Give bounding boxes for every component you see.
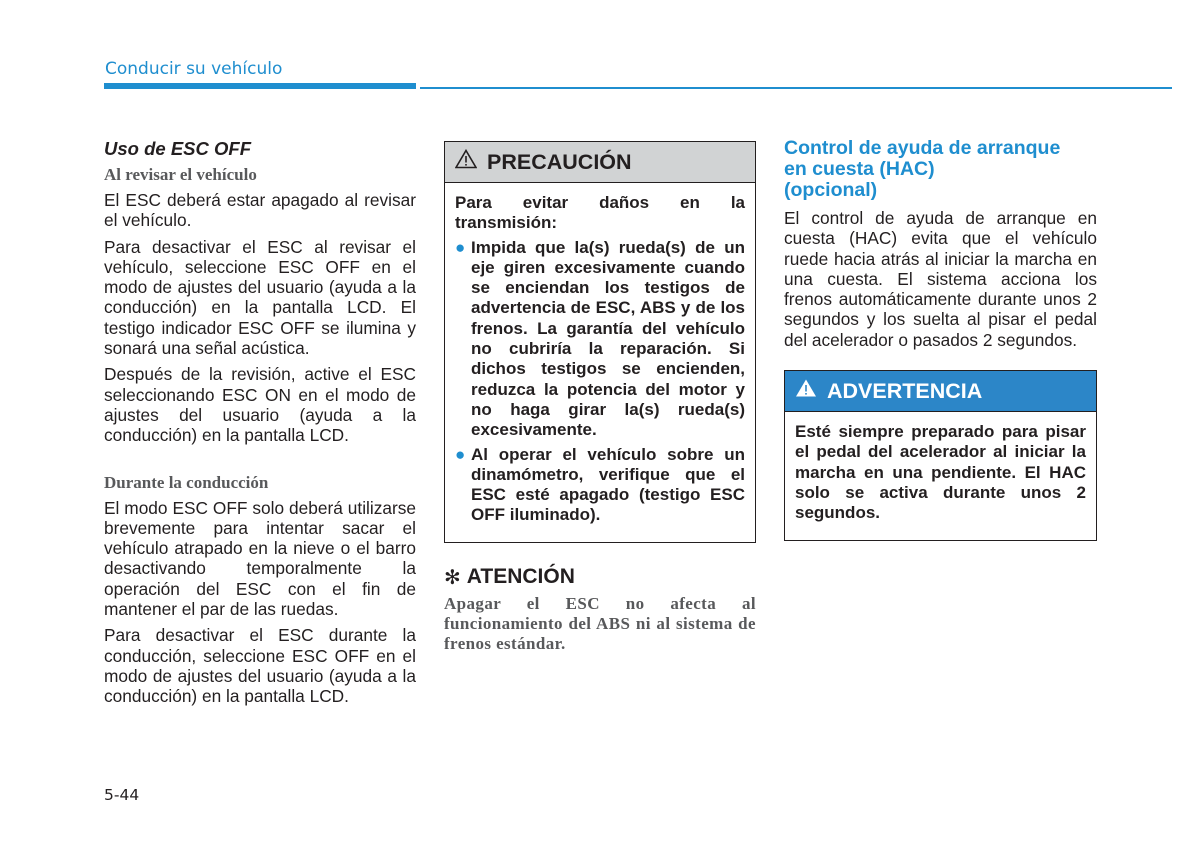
caution-header [445, 142, 755, 183]
caution-body [445, 183, 755, 542]
bullet-icon: ● [455, 237, 466, 257]
heading-esc-off: Uso de ESC OFF [104, 138, 251, 159]
paragraph: El ESC deberá estar apagado al revisar el vehículo. [104, 190, 416, 231]
header-rule-thick [104, 83, 416, 89]
warning-box [784, 370, 1097, 540]
bullet-icon: ● [455, 444, 466, 464]
header-rule-thin [420, 87, 1172, 89]
caution-box [444, 141, 756, 543]
section-title: Conducir su vehículo [105, 59, 283, 79]
caution-intro: Para evitar daños en la transmisión: [455, 193, 745, 233]
subheading-revisar: Al revisar el vehículo [104, 165, 257, 184]
notice-body: Apagar el ESC no afecta al funcionamiento del ABS ni al sistema de frenos estándar. [444, 593, 756, 654]
subheading-conduccion: Durante la conducción [104, 472, 269, 492]
notice-header [444, 565, 756, 590]
asterisk-icon: ✻ [444, 566, 461, 589]
list-item: ● Al operar el vehículo sobre un dinamómetro, verifique que el ESC esté apagado (testigo ESC OFF iluminado). [455, 444, 745, 525]
paragraph: El modo ESC OFF solo deberá utilizarse brevemente para intentar sacar el vehículo atrapado en la nieve o el barro desactivando temporalmente la operación del ESC con el fin de mantener el par de las ruedas. [104, 497, 416, 620]
notice-title: ATENCIÓN [466, 565, 575, 589]
paragraph: Para desactivar el ESC durante la conducción, seleccione ESC OFF en el modo de ajustes del usuario (ayuda a la conducción) en la pantalla LCD. [104, 625, 416, 707]
warning-body: Esté siempre preparado para pisar el pedal del acelerador al iniciar la marcha en una pendiente. El HAC solo se activa durante unos 2 segundos. [795, 422, 1086, 523]
warning-title: ADVERTENCIA [827, 378, 983, 403]
list-item: ● Impida que la(s) rueda(s) de un eje giren excesivamente cuando se enciendan los testigos de advertencia de ESC, ABS y de los frenos. La garantía del vehículo no cubriría la reparación. Si dichos testigos se encienden, reduzca la potencia del motor y no haga girar la(s) rueda(s) excesivamente. [455, 237, 745, 440]
warning-triangle-icon [795, 378, 817, 404]
paragraph: El control de ayuda de arranque en cuesta (HAC) evita que el vehículo ruede hacia atrás al iniciar la marcha en una cuesta. El sistema acciona los frenos automáticamente durante unos 2 segundos y los suelta al pisar el pedal del acelerador o pasados 2 segundos. [784, 208, 1097, 350]
paragraph: Para desactivar el ESC al revisar el vehículo, seleccione ESC OFF en el modo de ajustes del usuario (ayuda a la conducción) en la pantalla LCD. El testigo indicador ESC OFF se ilumina y sonará una señal acústica. [104, 236, 416, 359]
page-number: 5-44 [104, 786, 140, 804]
column-right [784, 138, 1097, 541]
heading-hac: Control de ayuda de arranque en cuesta (HAC) (opcional) [784, 137, 1061, 201]
warning-header [785, 371, 1096, 412]
column-middle [444, 141, 756, 655]
caution-title: PRECAUCIÓN [487, 149, 632, 174]
paragraph: Después de la revisión, active el ESC seleccionando ESC ON en el modo de ajustes del usuario (ayuda a la conducción) en la pantalla LCD. [104, 364, 416, 446]
column-left [104, 138, 416, 713]
warning-triangle-icon [455, 149, 477, 175]
